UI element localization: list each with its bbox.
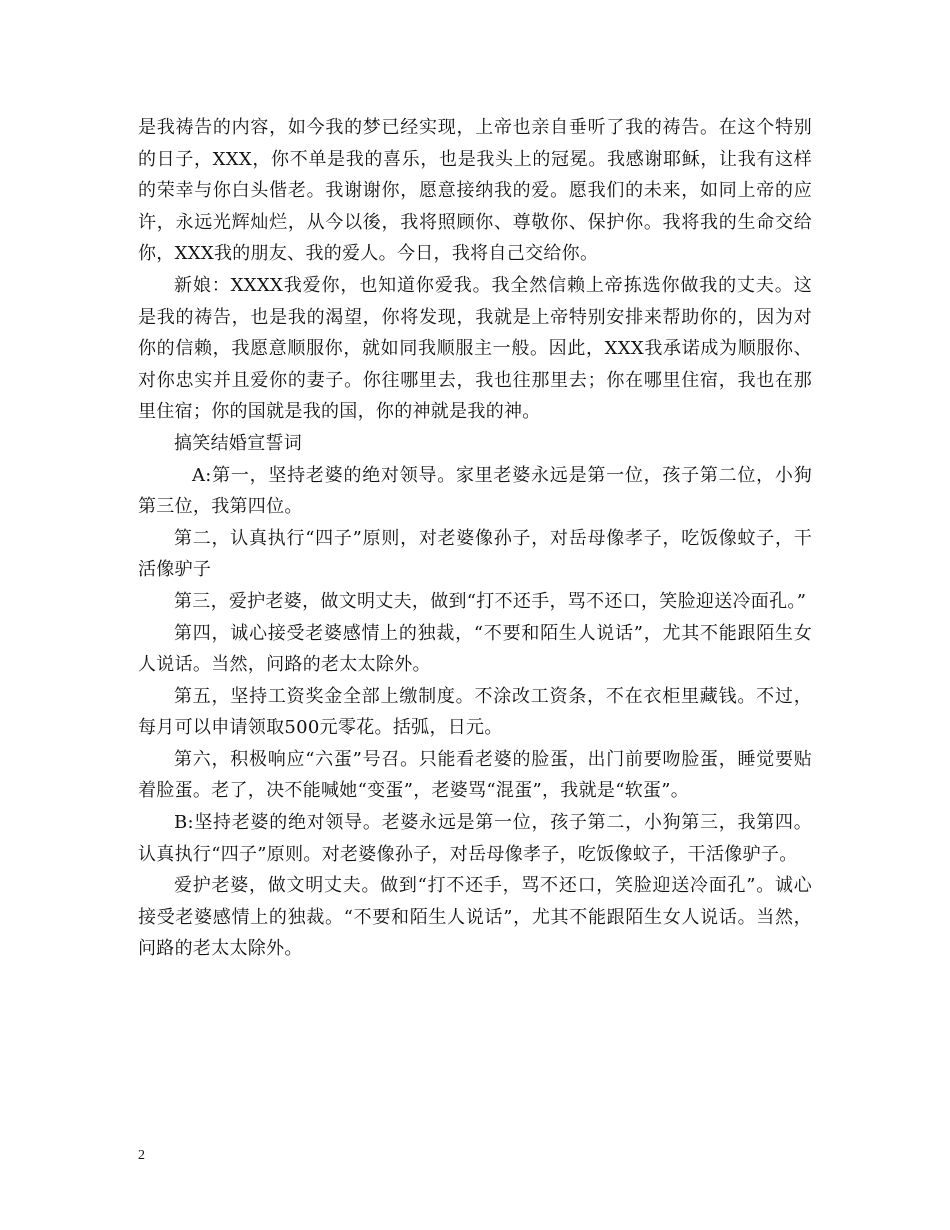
page-number: 2 xyxy=(138,1148,145,1163)
document-body xyxy=(138,112,812,965)
section-heading: 搞笑结婚宣誓词 xyxy=(174,432,303,454)
paragraph-groom-vow-continued: 是我祷告的内容，如今我的梦已经实现，上帝也亲自垂听了我的祷告。在这个特别的日子，XXX，你不单是我的喜乐，也是我头上的冠冕。我感谢耶稣，让我有这样的荣幸与你白头偕老。我谢谢你，愿意接纳我的爱。愿我们的未来，如同上帝的应许，永远光辉灿烂，从今以後，我将照顾你、尊敬你、保护你。我将我的生命交给你，XXX我的朋友、我的爱人。今日，我将自己交给你。 xyxy=(138,117,812,265)
paragraph-a-fourth: 第四，诚心接受老婆感情上的独裁，“不要和陌生人说话”，尤其不能跟陌生女人说话。当然，问路的老太太除外。 xyxy=(138,622,812,676)
paragraph-a-third: 第三，爱护老婆，做文明丈夫，做到“打不还手，骂不还口，笑脸迎送冷面孔。” xyxy=(174,590,807,612)
paragraph-b-continued: 爱护老婆，做文明丈夫。做到“打不还手，骂不还口，笑脸迎送冷面孔”。诚心接受老婆感情上的独裁。“不要和陌生人说话”，尤其不能跟陌生女人说话。当然，问路的老太太除外。 xyxy=(138,875,812,960)
paragraph-a-fifth: 第五，坚持工资奖金全部上缴制度。不涂改工资条，不在衣柜里藏钱。不过，每月可以申请领取500元零花。括弧，日元。 xyxy=(138,685,812,739)
paragraph-a-sixth: 第六，积极响应“六蛋”号召。只能看老婆的脸蛋，出门前要吻脸蛋，睡觉要贴着脸蛋。老了，决不能喊她“变蛋”，老婆骂“混蛋”，我就是“软蛋”。 xyxy=(138,748,812,802)
paragraph-a-second: 第二，认真执行“四子”原则，对老婆像孙子，对岳母像孝子，吃饭像蚊子，干活像驴子 xyxy=(138,527,812,581)
paragraph-b: B:坚持老婆的绝对领导。老婆永远是第一位，孩子第二，小狗第三，我第四。认真执行“四子”原则。对老婆像孙子，对岳母像孝子，吃饭像蚊子，干活像驴子。 xyxy=(138,812,812,865)
paragraph-a-first: A:第一，坚持老婆的绝对领导。家里老婆永远是第一位，孩子第二位，小狗第三位，我第四位。 xyxy=(138,464,812,518)
paragraph-bride-vow: 新娘：XXXX我爱你，也知道你爱我。我全然信赖上帝拣选你做我的丈夫。这是我的祷告，也是我的渴望，你将发现，我就是上帝特别安排来帮助你的，因为对你的信赖，我愿意顺服你，就如同我顺服主一般。因此，XXX我承诺成为顺服你、对你忠实并且爱你的妻子。你往哪里去，我也往那里去；你在哪里住宿，我也在那里住宿；你的国就是我的国，你的神就是我的神。 xyxy=(138,274,812,423)
